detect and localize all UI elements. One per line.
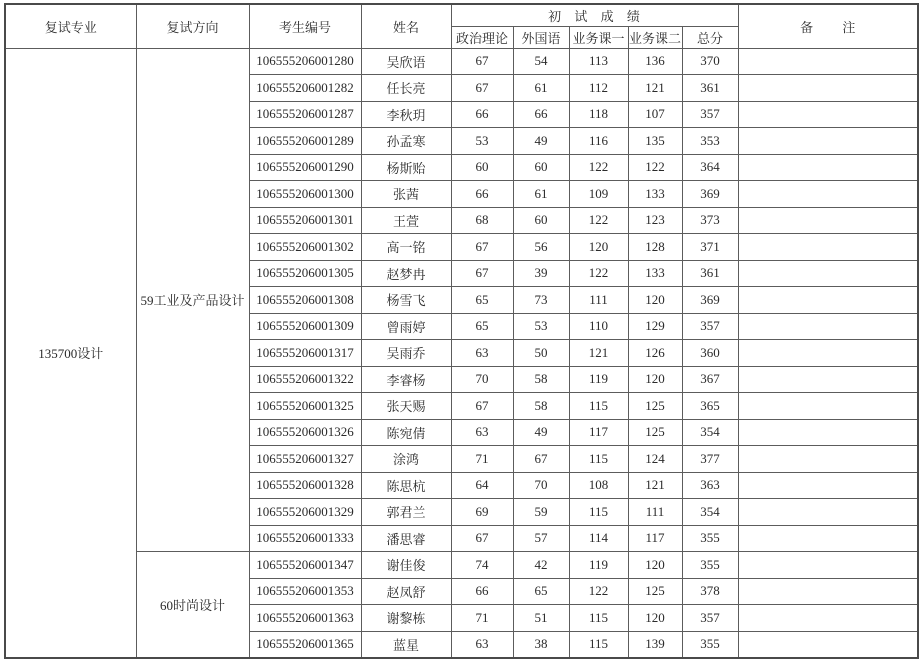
candidate-name-cell: 赵凤舒 [361,578,451,605]
remark-cell [738,366,918,393]
candidate-name-cell: 曾雨婷 [361,313,451,340]
score-foreign-cell: 59 [513,499,569,526]
candidate-name-cell: 任长亮 [361,75,451,102]
score-course2-cell: 120 [628,366,682,393]
remark-cell [738,525,918,552]
candidate-id-cell: 106555206001309 [249,313,361,340]
score-politics-cell: 66 [451,578,513,605]
score-course1-cell: 115 [569,393,628,420]
score-course1-cell: 122 [569,260,628,287]
score-total-cell: 357 [682,605,738,632]
candidate-id-cell: 106555206001327 [249,446,361,473]
score-total-cell: 371 [682,234,738,261]
score-course1-cell: 115 [569,631,628,658]
score-total-cell: 361 [682,260,738,287]
candidate-id-cell: 106555206001300 [249,181,361,208]
candidate-id-cell: 106555206001308 [249,287,361,314]
score-course1-cell: 115 [569,446,628,473]
candidate-name-cell: 陈宛倩 [361,419,451,446]
score-politics-cell: 67 [451,525,513,552]
header-remark: 备 注 [738,4,918,48]
remark-cell [738,128,918,155]
score-course2-cell: 120 [628,552,682,579]
header-score-course1: 业务课一 [569,26,628,48]
candidate-id-cell: 106555206001353 [249,578,361,605]
remark-cell [738,101,918,128]
direction-cell: 59工业及产品设计 [136,48,249,552]
score-politics-cell: 71 [451,605,513,632]
remark-cell [738,499,918,526]
score-politics-cell: 64 [451,472,513,499]
score-foreign-cell: 66 [513,101,569,128]
score-course2-cell: 135 [628,128,682,155]
score-foreign-cell: 61 [513,75,569,102]
major-cell: 135700设计 [5,48,136,658]
score-foreign-cell: 42 [513,552,569,579]
score-course2-cell: 120 [628,287,682,314]
table-body [5,48,918,658]
score-course1-cell: 116 [569,128,628,155]
score-course2-cell: 129 [628,313,682,340]
score-course2-cell: 136 [628,48,682,75]
score-course1-cell: 122 [569,207,628,234]
score-course2-cell: 121 [628,75,682,102]
remark-cell [738,472,918,499]
score-course2-cell: 133 [628,260,682,287]
score-politics-cell: 65 [451,287,513,314]
score-course2-cell: 120 [628,605,682,632]
remark-cell [738,75,918,102]
candidate-name-cell: 高一铭 [361,234,451,261]
score-foreign-cell: 50 [513,340,569,367]
score-course1-cell: 117 [569,419,628,446]
candidate-name-cell: 潘思睿 [361,525,451,552]
score-course1-cell: 118 [569,101,628,128]
header-score-politics: 政治理论 [451,26,513,48]
score-course1-cell: 109 [569,181,628,208]
score-total-cell: 377 [682,446,738,473]
score-foreign-cell: 53 [513,313,569,340]
header-candidate-id: 考生编号 [249,4,361,48]
remark-cell [738,605,918,632]
score-course1-cell: 120 [569,234,628,261]
remark-cell [738,393,918,420]
table-row [5,48,918,75]
score-total-cell: 357 [682,313,738,340]
candidate-name-cell: 杨斯贻 [361,154,451,181]
score-foreign-cell: 56 [513,234,569,261]
score-course2-cell: 125 [628,393,682,420]
remark-cell [738,260,918,287]
score-total-cell: 357 [682,101,738,128]
score-course2-cell: 128 [628,234,682,261]
score-foreign-cell: 49 [513,419,569,446]
header-row-1 [5,4,918,26]
score-foreign-cell: 70 [513,472,569,499]
score-course1-cell: 115 [569,605,628,632]
score-course2-cell: 133 [628,181,682,208]
candidate-name-cell: 谢黎栋 [361,605,451,632]
score-total-cell: 363 [682,472,738,499]
candidate-name-cell: 李秋玥 [361,101,451,128]
score-politics-cell: 53 [451,128,513,155]
score-course1-cell: 112 [569,75,628,102]
candidate-name-cell: 孙孟寒 [361,128,451,155]
score-total-cell: 367 [682,366,738,393]
candidate-id-cell: 106555206001328 [249,472,361,499]
candidate-id-cell: 106555206001287 [249,101,361,128]
score-total-cell: 354 [682,499,738,526]
score-course1-cell: 108 [569,472,628,499]
remark-cell [738,313,918,340]
score-foreign-cell: 38 [513,631,569,658]
remark-cell [738,234,918,261]
candidate-name-cell: 王萱 [361,207,451,234]
score-politics-cell: 66 [451,181,513,208]
candidate-id-cell: 106555206001280 [249,48,361,75]
remark-cell [738,631,918,658]
candidate-name-cell: 张天赐 [361,393,451,420]
remark-cell [738,340,918,367]
score-foreign-cell: 49 [513,128,569,155]
candidate-name-cell: 吴雨乔 [361,340,451,367]
candidate-id-cell: 106555206001326 [249,419,361,446]
score-course1-cell: 113 [569,48,628,75]
score-foreign-cell: 60 [513,154,569,181]
score-course1-cell: 110 [569,313,628,340]
score-total-cell: 361 [682,75,738,102]
candidate-name-cell: 涂鸿 [361,446,451,473]
score-course2-cell: 124 [628,446,682,473]
direction-cell: 60时尚设计 [136,552,249,658]
header-score-total: 总分 [682,26,738,48]
remark-cell [738,181,918,208]
score-total-cell: 355 [682,552,738,579]
score-politics-cell: 66 [451,101,513,128]
score-total-cell: 373 [682,207,738,234]
score-course1-cell: 121 [569,340,628,367]
score-total-cell: 365 [682,393,738,420]
score-foreign-cell: 58 [513,393,569,420]
score-total-cell: 370 [682,48,738,75]
remark-cell [738,287,918,314]
remark-cell [738,419,918,446]
candidate-id-cell: 106555206001302 [249,234,361,261]
score-total-cell: 369 [682,181,738,208]
score-politics-cell: 71 [451,446,513,473]
candidate-id-cell: 106555206001322 [249,366,361,393]
score-foreign-cell: 54 [513,48,569,75]
score-total-cell: 353 [682,128,738,155]
score-total-cell: 378 [682,578,738,605]
candidate-id-cell: 106555206001347 [249,552,361,579]
remark-cell [738,552,918,579]
candidate-id-cell: 106555206001290 [249,154,361,181]
score-politics-cell: 70 [451,366,513,393]
score-total-cell: 360 [682,340,738,367]
score-total-cell: 355 [682,525,738,552]
header-name: 姓名 [361,4,451,48]
candidate-name-cell: 李睿杨 [361,366,451,393]
score-course2-cell: 122 [628,154,682,181]
remark-cell [738,578,918,605]
candidate-id-cell: 106555206001289 [249,128,361,155]
score-politics-cell: 67 [451,393,513,420]
table-row [5,552,918,579]
score-course2-cell: 125 [628,578,682,605]
score-course1-cell: 119 [569,366,628,393]
score-politics-cell: 60 [451,154,513,181]
remark-cell [738,446,918,473]
admission-score-table [4,3,919,659]
score-politics-cell: 67 [451,260,513,287]
score-course1-cell: 114 [569,525,628,552]
score-total-cell: 354 [682,419,738,446]
score-course1-cell: 115 [569,499,628,526]
candidate-name-cell: 吴欣语 [361,48,451,75]
score-politics-cell: 63 [451,631,513,658]
header-score-group: 初 试 成 绩 [451,4,738,26]
candidate-id-cell: 106555206001317 [249,340,361,367]
score-course2-cell: 121 [628,472,682,499]
score-foreign-cell: 60 [513,207,569,234]
remark-cell [738,48,918,75]
score-foreign-cell: 58 [513,366,569,393]
score-course1-cell: 122 [569,578,628,605]
score-foreign-cell: 61 [513,181,569,208]
header-direction: 复试方向 [136,4,249,48]
candidate-id-cell: 106555206001282 [249,75,361,102]
score-politics-cell: 65 [451,313,513,340]
score-course2-cell: 111 [628,499,682,526]
score-foreign-cell: 67 [513,446,569,473]
score-total-cell: 355 [682,631,738,658]
candidate-id-cell: 106555206001305 [249,260,361,287]
remark-cell [738,207,918,234]
candidate-name-cell: 赵梦冉 [361,260,451,287]
score-total-cell: 369 [682,287,738,314]
score-course2-cell: 126 [628,340,682,367]
table-header [5,4,918,48]
score-course2-cell: 123 [628,207,682,234]
score-course2-cell: 107 [628,101,682,128]
score-politics-cell: 74 [451,552,513,579]
candidate-id-cell: 106555206001329 [249,499,361,526]
score-politics-cell: 67 [451,48,513,75]
score-course2-cell: 139 [628,631,682,658]
remark-cell [738,154,918,181]
score-foreign-cell: 57 [513,525,569,552]
candidate-name-cell: 郭君兰 [361,499,451,526]
header-score-foreign: 外国语 [513,26,569,48]
candidate-name-cell: 陈思杭 [361,472,451,499]
header-major: 复试专业 [5,4,136,48]
score-foreign-cell: 39 [513,260,569,287]
score-politics-cell: 63 [451,419,513,446]
candidate-id-cell: 106555206001325 [249,393,361,420]
candidate-name-cell: 杨雪飞 [361,287,451,314]
score-course1-cell: 111 [569,287,628,314]
score-politics-cell: 67 [451,75,513,102]
candidate-id-cell: 106555206001363 [249,605,361,632]
score-total-cell: 364 [682,154,738,181]
candidate-name-cell: 谢佳俊 [361,552,451,579]
score-course1-cell: 122 [569,154,628,181]
header-score-course2: 业务课二 [628,26,682,48]
score-foreign-cell: 73 [513,287,569,314]
score-politics-cell: 67 [451,234,513,261]
candidate-name-cell: 张茜 [361,181,451,208]
score-politics-cell: 63 [451,340,513,367]
score-politics-cell: 69 [451,499,513,526]
score-foreign-cell: 51 [513,605,569,632]
score-foreign-cell: 65 [513,578,569,605]
candidate-id-cell: 106555206001365 [249,631,361,658]
score-politics-cell: 68 [451,207,513,234]
score-course2-cell: 117 [628,525,682,552]
candidate-name-cell: 蓝星 [361,631,451,658]
score-course2-cell: 125 [628,419,682,446]
candidate-id-cell: 106555206001301 [249,207,361,234]
candidate-id-cell: 106555206001333 [249,525,361,552]
score-course1-cell: 119 [569,552,628,579]
